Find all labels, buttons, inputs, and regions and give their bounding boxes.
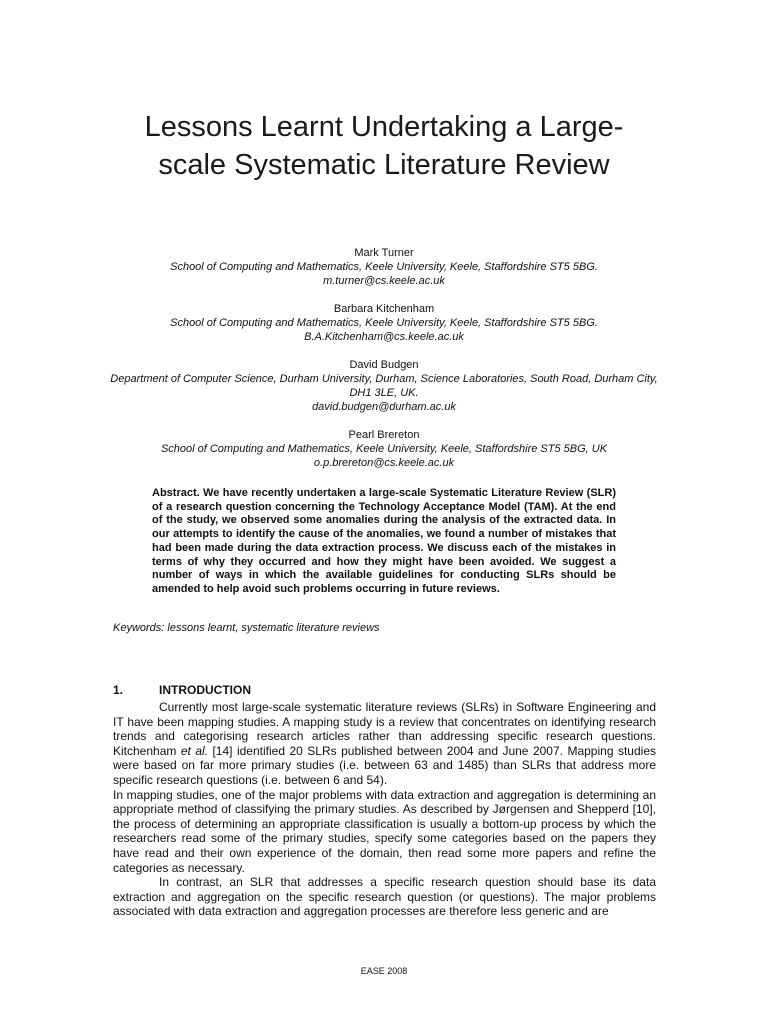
author-block [0,302,768,344]
abstract: Abstract. We have recently undertaken a large-scale Systematic Literature Review (SLR) of a research question concerning the Technology Acceptance Model (TAM). At the end of the study, we observed some anomalies during the analysis of the extracted data. In our attempts to identify the cause of the anomalies, we found a number of mistakes that had been made during the data extraction process. We discuss each of the mistakes in terms of why they occurred and how they might have been avoided. We suggest a number of ways in which the available guidelines for conducting SLRs should be amended to help avoid such problems occurring in future reviews. [152,487,616,595]
author-block [0,428,768,470]
citation-et-al: et al. [180,743,208,758]
author-email: o.p.brereton@cs.keele.ac.uk [313,457,455,469]
paragraph: In contrast, an SLR that addresses a specific research question should base its data extraction and aggregation on the specific research question (or questions). The major problems associated with data extraction and aggregation processes are therefore less generic and are [113,875,656,919]
keywords: Keywords: lessons learnt, systematic literature reviews [113,622,380,634]
author-block [0,246,768,288]
author-name: Mark Turner [354,247,414,259]
author-block [0,358,768,414]
paragraph-text: [14] identified 20 SLRs published between 2004 and June 2007. Mapping studies were based on far more primary studies (i.e. between 63 and 1485) than SLRs that address more specific research questions (i.e. between 6 and 54). [113,743,656,787]
author-email: david.budgen@durham.ac.uk [312,401,456,413]
author-name: Pearl Brereton [348,429,420,441]
author-affiliation: School of Computing and Mathematics, Keele University, Keele, Staffordshire ST5 5BG. [170,261,598,273]
page-footer: EASE 2008 [360,966,408,976]
author-email: m.turner@cs.keele.ac.uk [323,275,445,287]
paper-title-line-2: scale Systematic Literature Review [158,149,610,181]
body-text [113,700,656,919]
paragraph-text: Currently most large-scale systematic literature reviews (SLRs) in Software Engineering and IT have been mapping studies. A mapping study is a review that concentrates on identifying research trends and categorising research articles rather than addressing specific research questions. Kitchenham [113,700,656,758]
author-affiliation: School of Computing and Mathematics, Keele University, Keele, Staffordshire ST5 5BG, UK [160,443,608,455]
author-name: David Budgen [349,359,419,371]
author-affiliation: School of Computing and Mathematics, Keele University, Keele, Staffordshire ST5 5BG. [170,317,598,329]
paragraph [113,700,656,788]
paragraph: In mapping studies, one of the major problems with data extraction and aggregation is determining an appropriate method of classifying the primary studies. As described by Jørgensen and Shepperd [10], the process of determining an appropriate classification is usually a bottom-up process by which the researchers read some of the primary studies, specify some categories based on the papers they have read and their own experience of the domain, then read some more papers and refine the categories as necessary. [113,787,656,875]
section-title: INTRODUCTION [159,683,251,697]
section-heading [113,683,251,697]
author-email: B.A.Kitchenham@cs.keele.ac.uk [304,331,464,343]
paper-title-line-1: Lessons Learnt Undertaking a Large- [144,111,624,143]
author-affiliation: Department of Computer Science, Durham University, Durham, Science Laboratories, South Road, Durham City, DH1 3LE, UK. [110,373,658,399]
section-number: 1. [113,683,124,697]
author-name: Barbara Kitchenham [333,303,435,315]
author-list [0,246,768,484]
paper-title [0,108,768,184]
